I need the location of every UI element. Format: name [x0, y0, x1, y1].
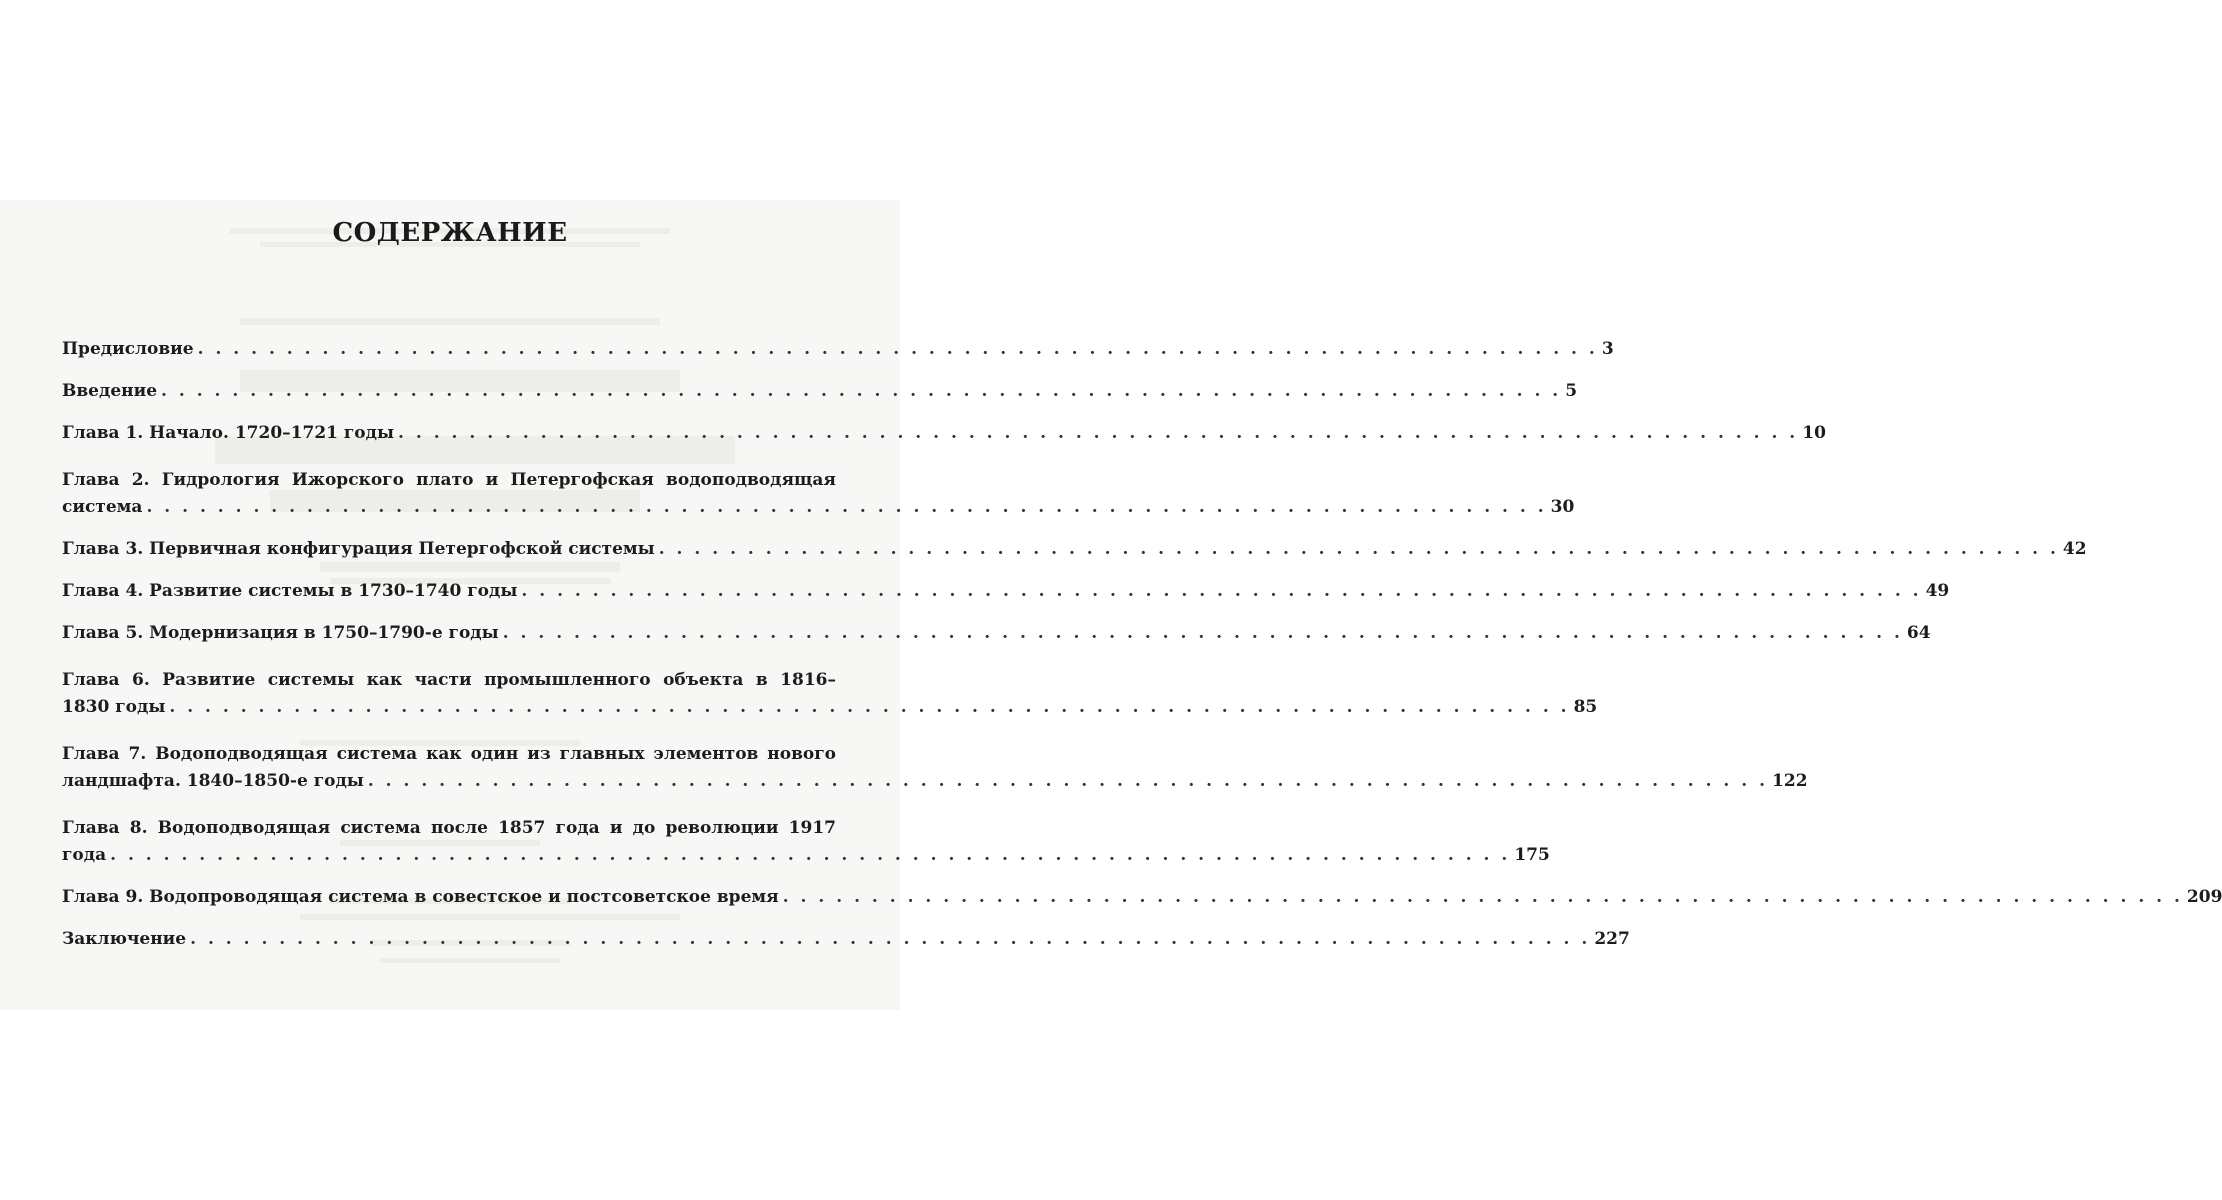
toc-page-number: 5: [1565, 381, 1578, 401]
dot-leader: . . . . . . . . . . . . . . . . . . . . . . . . . . . . . . . . . . . . . . . . . . . . . . . . . . . . . . . . . . . . . . . . . . . . . . . . . . . . . . .: [782, 887, 2183, 907]
toc-entry-chapter-3: [62, 538, 2087, 560]
toc-entry-chapter-7: [62, 738, 1808, 792]
toc-page-number: 42: [2062, 539, 2087, 559]
toc-entry-chapter-1: [62, 422, 1826, 444]
toc-page-number: 227: [1594, 929, 1630, 949]
toc-page-number: 3: [1601, 339, 1614, 359]
toc-page-number: 49: [1925, 581, 1950, 601]
dot-leader: . . . . . . . . . . . . . . . . . . . . . . . . . . . . . . . . . . . . . . . . . . . . . . . . . . . . . . . . . . . . . . . . . . . . . . . . . . . . . . .: [190, 929, 1591, 949]
toc-entry-chapter-4: [62, 580, 1950, 602]
toc-entry-title: система: [62, 497, 143, 517]
dot-leader: . . . . . . . . . . . . . . . . . . . . . . . . . . . . . . . . . . . . . . . . . . . . . . . . . . . . . . . . . . . . . . . . . . . . . . . . . . . . . . .: [197, 339, 1598, 359]
toc-entry-chapter-8: [62, 812, 1550, 866]
dot-leader: . . . . . . . . . . . . . . . . . . . . . . . . . . . . . . . . . . . . . . . . . . . . . . . . . . . . . . . . . . . . . . . . . . . . . . . . . . . . . . .: [146, 497, 1547, 517]
toc-page-number: 64: [1906, 623, 1931, 643]
toc-entry-chapter-2: [62, 464, 1575, 518]
toc-entry-introduction: [62, 380, 1578, 402]
dot-leader: . . . . . . . . . . . . . . . . . . . . . . . . . . . . . . . . . . . . . . . . . . . . . . . . . . . . . . . . . . . . . . . . . . . . . . . . . . . . . . .: [658, 539, 2059, 559]
toc-entry-conclusion: [62, 928, 1630, 950]
toc-page-number: 209: [2186, 887, 2222, 907]
toc-entry-chapter-5: [62, 622, 1931, 644]
table-of-contents: [62, 338, 2222, 970]
toc-page-number: 30: [1550, 497, 1575, 517]
toc-entry-preface: [62, 338, 1614, 360]
toc-entry-title: Введение: [62, 381, 158, 401]
toc-page-number: 85: [1573, 697, 1598, 717]
dot-leader: . . . . . . . . . . . . . . . . . . . . . . . . . . . . . . . . . . . . . . . . . . . . . . . . . . . . . . . . . . . . . . . . . . . . . . . . . . . . . . .: [502, 623, 1903, 643]
toc-entry-title: ландшафта. 1840–1850-е годы: [62, 771, 364, 791]
toc-entry-title: 1830 годы: [62, 697, 166, 717]
dot-leader: . . . . . . . . . . . . . . . . . . . . . . . . . . . . . . . . . . . . . . . . . . . . . . . . . . . . . . . . . . . . . . . . . . . . . . . . . . . . . . .: [398, 423, 1799, 443]
toc-entry-title: Глава 5. Модернизация в 1750–1790-е годы: [62, 623, 499, 643]
dot-leader: . . . . . . . . . . . . . . . . . . . . . . . . . . . . . . . . . . . . . . . . . . . . . . . . . . . . . . . . . . . . . . . . . . . . . . . . . . . . . . .: [110, 845, 1511, 865]
dot-leader: . . . . . . . . . . . . . . . . . . . . . . . . . . . . . . . . . . . . . . . . . . . . . . . . . . . . . . . . . . . . . . . . . . . . . . . . . . . . . . .: [367, 771, 1769, 791]
toc-entry-title-line: Глава 7. Водоподводящая система как один из главных элементов нового: [62, 744, 836, 764]
toc-entry-title-line: Глава 6. Развитие системы как части промышленного объекта в 1816–: [62, 670, 836, 690]
toc-entry-title: Глава 4. Развитие системы в 1730–1740 годы: [62, 581, 518, 601]
toc-entry-title: Заключение: [62, 929, 187, 949]
toc-entry-title: Глава 1. Начало. 1720–1721 годы: [62, 423, 395, 443]
toc-entry-title-line: Глава 2. Гидрология Ижорского плато и Петергофская водоподводящая: [62, 470, 836, 490]
toc-entry-title-line: Глава 8. Водоподводящая система после 1857 года и до революции 1917: [62, 818, 836, 838]
dot-leader: . . . . . . . . . . . . . . . . . . . . . . . . . . . . . . . . . . . . . . . . . . . . . . . . . . . . . . . . . . . . . . . . . . . . . . . . . . . . . . .: [169, 697, 1570, 717]
toc-entry-title: года: [62, 845, 107, 865]
book-page: [0, 200, 2222, 1010]
toc-entry-chapter-9: [62, 886, 2222, 908]
toc-entry-title: Предисловие: [62, 339, 194, 359]
toc-page-number: 175: [1514, 845, 1550, 865]
toc-page-number: 10: [1802, 423, 1826, 443]
toc-entry-title: Глава 9. Водопроводящая система в совестское и постсоветское время: [62, 887, 779, 907]
toc-entry-chapter-6: [62, 664, 1598, 718]
page-title: СОДЕРЖАНИЕ: [332, 218, 568, 248]
dot-leader: . . . . . . . . . . . . . . . . . . . . . . . . . . . . . . . . . . . . . . . . . . . . . . . . . . . . . . . . . . . . . . . . . . . . . . . . . . . . . . .: [521, 581, 1922, 601]
toc-entry-title: Глава 3. Первичная конфигурация Петергофской системы: [62, 539, 655, 559]
toc-page-number: 122: [1772, 771, 1808, 791]
dot-leader: . . . . . . . . . . . . . . . . . . . . . . . . . . . . . . . . . . . . . . . . . . . . . . . . . . . . . . . . . . . . . . . . . . . . . . . . . . . . . . .: [161, 381, 1562, 401]
